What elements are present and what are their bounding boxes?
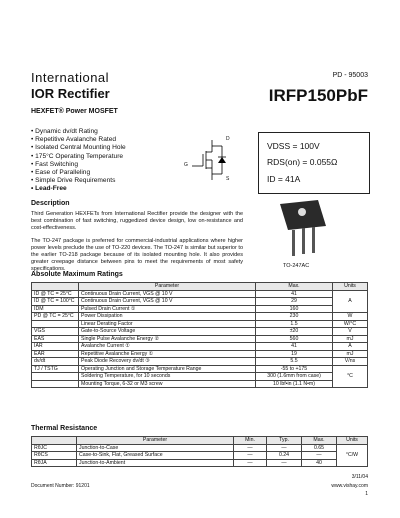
table-cell: 300 (1.6mm from case) <box>256 373 333 381</box>
table-cell: — <box>267 459 302 467</box>
feature-item: • Repetitive Avalanche Rated <box>31 136 126 144</box>
table-row <box>32 358 368 366</box>
table-cell <box>32 373 79 381</box>
feature-item: • Lead-Free <box>31 185 126 193</box>
part-number: IRFP150PbF <box>268 86 368 105</box>
table-cell: — <box>234 459 267 467</box>
table-cell: Gate-to-Source Voltage <box>79 328 256 336</box>
table-cell: IAR <box>32 343 79 351</box>
table-cell: EAS <box>32 335 79 343</box>
table-row <box>32 365 368 373</box>
page-number: 1 <box>365 491 368 497</box>
table-row <box>32 350 368 358</box>
table-cell: Soldering Temperature, for 10 seconds <box>79 373 256 381</box>
table-row <box>32 444 368 452</box>
pd-number: PD - 95003 <box>332 72 368 79</box>
table-header: Units <box>333 283 368 291</box>
website-link[interactable]: www.vishay.com <box>331 483 368 489</box>
table-header: Max. <box>256 283 333 291</box>
description-heading: Description <box>31 200 70 207</box>
feature-item: • Dynamic dv/dt Rating <box>31 128 126 136</box>
table-cell: 29 <box>256 298 333 306</box>
table-cell: 1.5 <box>256 320 333 328</box>
table-header: Typ. <box>267 437 302 445</box>
feature-item: • Simple Drive Requirements <box>31 177 126 185</box>
table-row <box>32 459 368 467</box>
table-cell: IDM <box>32 305 79 313</box>
drain-label: D <box>226 136 230 142</box>
table-cell: Case-to-Sink, Flat, Greased Surface <box>77 452 234 460</box>
table-cell: Operating Junction and Storage Temperature Range <box>79 365 256 373</box>
table-cell: RθCS <box>32 452 77 460</box>
table-cell: A <box>333 343 368 351</box>
table-row <box>32 290 368 298</box>
table-row <box>32 305 368 313</box>
table-cell: A <box>333 290 368 313</box>
table-cell: — <box>234 444 267 452</box>
table-cell: PD @ TC = 25°C <box>32 313 79 321</box>
table-row <box>32 452 368 460</box>
table-header-row <box>32 437 368 445</box>
table-cell: °C <box>333 365 368 388</box>
table-header: Parameter <box>77 437 234 445</box>
table-cell: ID @ TC = 100°C <box>32 298 79 306</box>
table-cell: Repetitive Avalanche Energy ① <box>79 350 256 358</box>
table-cell: mJ <box>333 335 368 343</box>
description-paragraph: The TO-247 package is preferred for commercial-industrial applications where higher power levels preclude the use of TO-220 devices. The TO-247 is similar but superior to the earlier TO-218 package because of its isolated mounting hole. It also provides greater creepage distance between pins to meet the requirements of most safety specifications. <box>31 238 243 272</box>
table-cell: 560 <box>256 335 333 343</box>
table-cell: 5.5 <box>256 358 333 366</box>
source-label: S <box>226 176 230 182</box>
table-cell: V <box>333 328 368 336</box>
description-paragraph: Third Generation HEXFETs from International Rectifier provide the designer with the best combination of fast switching, ruggedized device design, low on-resistance and cost-effectiveness. <box>31 211 243 231</box>
table-cell: Single Pulse Avalanche Energy ② <box>79 335 256 343</box>
table-cell: Power Dissipation <box>79 313 256 321</box>
table-cell: 41 <box>256 290 333 298</box>
table-cell: — <box>234 452 267 460</box>
table-cell: 10 lbf•in (1.1 N•m) <box>256 380 333 388</box>
table-cell: 0.24 <box>267 452 302 460</box>
abs-max-title: Absolute Maximum Ratings <box>31 271 123 278</box>
table-cell: 41 <box>256 343 333 351</box>
thermal-title: Thermal Resistance <box>31 425 98 432</box>
id-spec: ID = 41A <box>267 174 301 184</box>
table-cell: 160 <box>256 305 333 313</box>
table-row <box>32 298 368 306</box>
table-cell: 19 <box>256 350 333 358</box>
table-header <box>32 437 77 445</box>
company-logo-line2: IOR Rectifier <box>31 86 110 101</box>
rds-spec: RDS(on) = 0.055Ω <box>267 157 338 167</box>
table-cell: Junction-to-Case <box>77 444 234 452</box>
table-cell: ±20 <box>256 328 333 336</box>
vdss-spec: VDSS = 100V <box>267 141 320 151</box>
table-cell: RθJC <box>32 444 77 452</box>
table-cell: 230 <box>256 313 333 321</box>
table-cell: -55 to +175 <box>256 365 333 373</box>
table-cell: VGS <box>32 328 79 336</box>
table-cell <box>32 320 79 328</box>
table-cell: RθJA <box>32 459 77 467</box>
table-cell: dv/dt <box>32 358 79 366</box>
table-header: Units <box>337 437 368 445</box>
table-header <box>32 283 79 291</box>
table-cell: — <box>302 452 337 460</box>
table-cell <box>32 380 79 388</box>
table-cell: Continuous Drain Current, VGS @ 10 V <box>79 298 256 306</box>
table-row <box>32 380 368 388</box>
table-cell: TJ / TSTG <box>32 365 79 373</box>
table-header: Max. <box>302 437 337 445</box>
company-logo-line1: International <box>31 70 110 85</box>
table-header: Min. <box>234 437 267 445</box>
table-row <box>32 313 368 321</box>
package-label: TO-247AC <box>283 263 310 269</box>
table-cell: EAR <box>32 350 79 358</box>
table-cell: W <box>333 313 368 321</box>
table-cell: Avalanche Current ① <box>79 343 256 351</box>
feature-list <box>31 128 126 194</box>
abs-max-table <box>31 282 368 388</box>
table-cell: ID @ TC = 25°C <box>32 290 79 298</box>
table-row <box>32 373 368 381</box>
mosfet-symbol <box>184 136 233 182</box>
feature-item: • 175°C Operating Temperature <box>31 153 126 161</box>
table-cell: 0.65 <box>302 444 337 452</box>
package-image <box>272 196 332 260</box>
table-cell: V/ns <box>333 358 368 366</box>
table-cell: Continuous Drain Current, VGS @ 10 V <box>79 290 256 298</box>
table-row <box>32 320 368 328</box>
document-number: Document Number: 91201 <box>31 483 90 489</box>
table-cell: Junction-to-Ambient <box>77 459 234 467</box>
table-cell: Linear Derating Factor <box>79 320 256 328</box>
table-row <box>32 328 368 336</box>
key-specs-box <box>258 132 370 194</box>
table-cell: °C/W <box>337 444 368 467</box>
table-cell: — <box>267 444 302 452</box>
table-header: Parameter <box>79 283 256 291</box>
table-cell: mJ <box>333 350 368 358</box>
subtitle: HEXFET® Power MOSFET <box>31 108 118 115</box>
table-cell: Peak Diode Recovery dv/dt ③ <box>79 358 256 366</box>
feature-item: • Ease of Paralleling <box>31 169 126 177</box>
table-cell: W/°C <box>333 320 368 328</box>
feature-item: • Isolated Central Mounting Hole <box>31 144 126 152</box>
gate-label: G <box>184 162 188 168</box>
feature-item: • Fast Switching <box>31 161 126 169</box>
table-cell: Mounting Torque, 6-32 or M3 screw <box>79 380 256 388</box>
table-cell: Pulsed Drain Current ① <box>79 305 256 313</box>
table-header-row <box>32 283 368 291</box>
revision-date: 3/11/04 <box>351 474 368 480</box>
thermal-table <box>31 436 368 467</box>
table-cell: 40 <box>302 459 337 467</box>
table-row <box>32 335 368 343</box>
table-row <box>32 343 368 351</box>
